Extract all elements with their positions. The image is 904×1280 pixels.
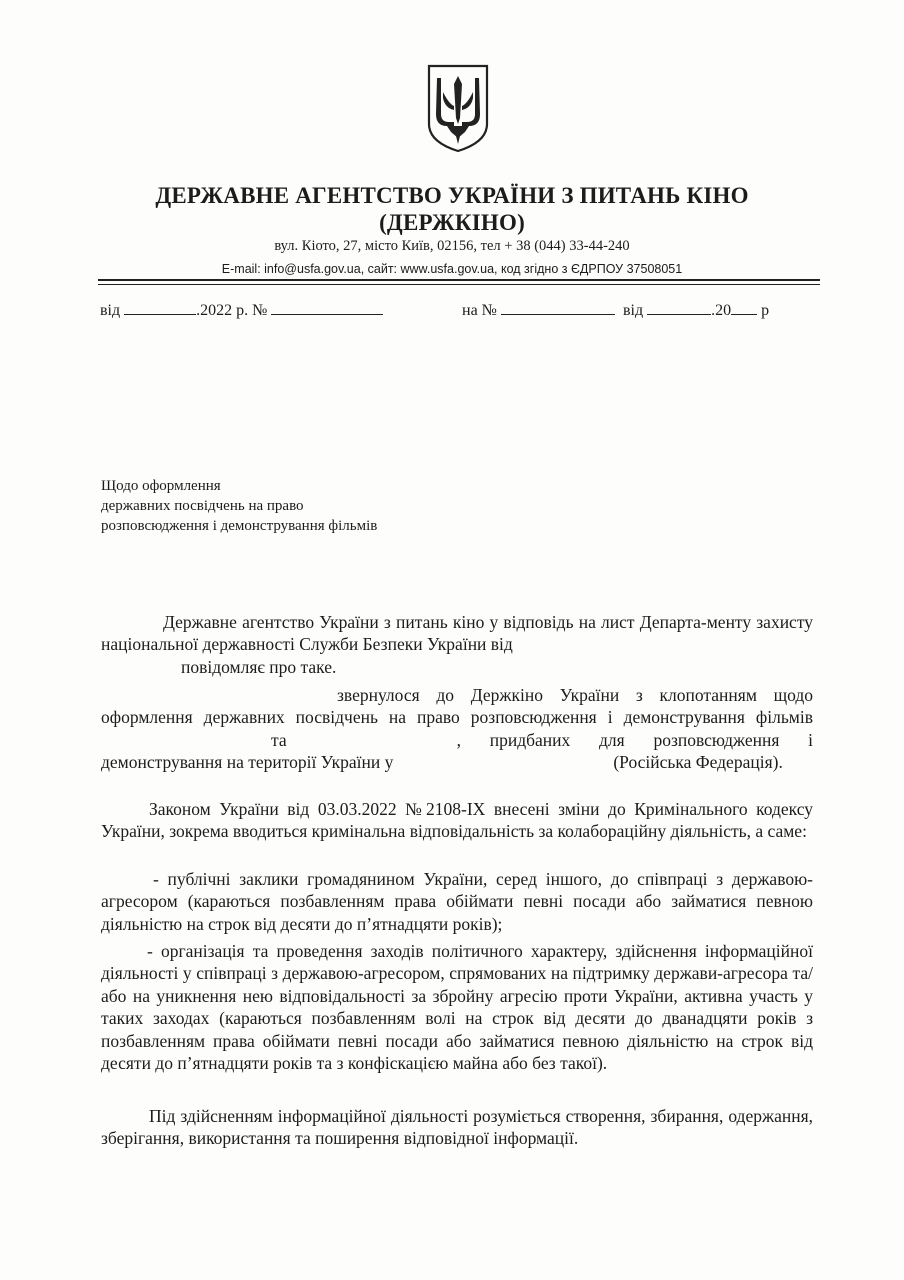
number-label: № (252, 302, 268, 319)
reply-day-blank (647, 300, 675, 315)
letter-subject (101, 476, 377, 536)
paragraph-text: - організація та проведення заходів політичного характеру, здійснення інформаційної діяльності у співпраці з державою-агресором, спрямованих на підтримку держави-агресора та/або на уникнення нею відповідальності за збройну агресію проти України, активна участь у таких заходах (караються позбавленням волі на строк від десяти до дванадцяти років з позбавленням права обіймати певні посади або займатися певною діяльністю на строк від десяти до п’ятнадцяти років та з конфіскацією майна або без такої). (101, 941, 813, 1074)
organization-address: вул. Кіото, 27, місто Київ, 02156, тел + 38 (044) 33-44-240 (274, 238, 630, 254)
reply-number-label: на № (462, 302, 497, 319)
trident-emblem-icon (425, 62, 491, 154)
paragraph-text: Під здійсненням інформаційної діяльності розуміється створення, збирання, одержання, зберігання, використання та поширення відповідної інформації. (101, 1106, 813, 1149)
organization-contacts: E-mail: info@usfa.gov.ua, сайт: www.usfa.gov.ua, код згідно з ЄДРПОУ 37508051 (221, 262, 683, 276)
paragraph-fragment: та (271, 729, 287, 750)
outgoing-date: .2022 р. (196, 302, 249, 319)
paragraph-text: повідомляє про таке. (181, 657, 337, 677)
date-blank (124, 300, 196, 315)
body-bullet-1 (101, 868, 813, 935)
reply-year-blank (731, 300, 757, 315)
paragraph-fragment: звернулося до Держкіно України з клопотанням щодо оформлення державних посвідчень на право розповсюдження і демонстрування фільмів (101, 685, 813, 728)
reply-date-label: від (622, 302, 644, 319)
reply-month-blank (675, 300, 711, 315)
organization-name: ДЕРЖАВНЕ АГЕНТСТВО УКРАЇНИ З ПИТАНЬ КІНО (155, 183, 749, 208)
body-paragraph-2 (101, 684, 813, 774)
number-blank (271, 300, 383, 315)
body-paragraph-1 (101, 611, 813, 656)
from-label: від (100, 302, 121, 319)
organization-short-name: (ДЕРЖКІНО) (379, 210, 525, 235)
paragraph-fragment: , придбаних для розповсюдження і демонстрування на території України у (101, 729, 813, 773)
body-bullet-2 (101, 940, 813, 1074)
reply-year: .20 (711, 302, 732, 319)
body-paragraph-4 (101, 1105, 813, 1150)
incoming-reference (462, 300, 769, 320)
subject-line: державних посвідчень на право (101, 498, 304, 514)
letterhead-rule-thick (98, 279, 820, 281)
paragraph-text: Державне агентство України з питань кіно у відповідь на лист Департа-менту захисту національної державності Служби Безпеки України від (101, 612, 813, 655)
letterhead-rule-thin (98, 284, 820, 285)
paragraph-fragment: (Російська Федерація). (613, 752, 783, 773)
subject-line: Щодо оформлення (101, 478, 221, 494)
reply-year-suffix: р (761, 302, 770, 319)
reply-number-blank (501, 300, 615, 315)
paragraph-text (101, 684, 813, 774)
subject-line: розповсюдження і демонстрування фільмів (101, 518, 378, 534)
body-paragraph-1-end (181, 656, 581, 678)
body-paragraph-3 (101, 798, 813, 843)
paragraph-text: - публічні заклики громадянином України, серед іншого, до співпраці з державою-агресором (караються позбавленням права обіймати певні посади або займатися певною діяльністю на строк від десяти до п’ятнадцяти років); (101, 869, 813, 934)
outgoing-reference (100, 300, 383, 320)
paragraph-text: Законом України від 03.03.2022 №2108-IX внесені зміни до Кримінального кодексу України, зокрема вводиться кримінальна відповідальність за колабораційну діяльність, а саме: (101, 799, 813, 842)
